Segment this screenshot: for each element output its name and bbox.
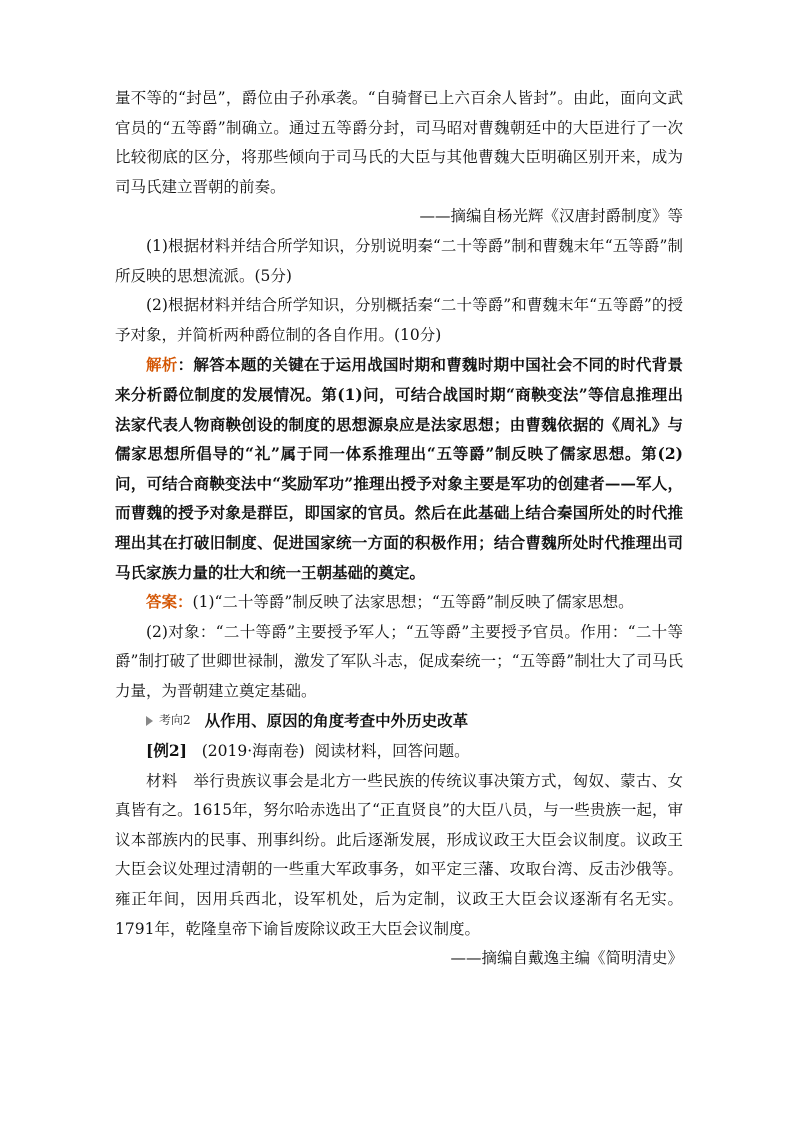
- analysis-text: 解答本题的关键在于运用战国时期和曹魏时期中国社会不同的时代背景来分析爵位制度的发展情况。第(1)问，可结合战国时期“商鞅变法”等信息推理出法家代表人物商鞅创设的制度的思想源泉应是法家思想；由曹魏依据的《周礼》与儒家思想所倡导的“礼”属于同一体系推理出“五等爵”制反映了儒家思想。第(2)问，可结合商鞅变法中“奖励军功”推理出授予对象主要是军功的创建者——军人，而曹魏的授予对象是群臣，即国家的官员。然后在此基础上结合秦国所处的时代推理出其在打破旧制度、促进国家统一方面的积极作用；结合曹魏所处时代推理出司马氏家族力量的壮大和统一王朝基础的奠定。: [115, 355, 683, 582]
- answer-paragraph-2: (2)对象：“二十等爵”主要授予军人；“五等爵”主要授予官员。作用：“二十等爵”制打破了世卿世禄制，激发了军队斗志，促成秦统一；“五等爵”制壮大了司马氏力量，为晋朝建立奠定基础。: [115, 622, 683, 700]
- material-paragraph: [115, 767, 683, 945]
- triangle-right-icon: [146, 716, 153, 726]
- material-source-citation: ——摘编自杨光辉《汉唐封爵制度》等: [419, 207, 683, 226]
- answer-label: 答案: [146, 592, 178, 612]
- analysis-colon: ：: [177, 355, 194, 375]
- answer-colon: ：: [177, 592, 193, 612]
- kaoxiang-tag-label: 考向2: [159, 713, 191, 728]
- example-source: (2019·海南卷): [201, 742, 305, 761]
- kaoxiang-tag: [146, 706, 191, 736]
- example-heading: [115, 736, 683, 767]
- kaoxiang-heading: [115, 706, 683, 736]
- analysis-paragraph: [115, 350, 683, 587]
- material-text: 举行贵族议事会是北方一些民族的传统议事决策方式，匈奴、蒙古、女真皆有之。1615年，努尔哈赤选出了“正直贤良”的大臣八员，与一些贵族一起，审议本部族内的民事、刑事纠纷。此后逐渐发展，形成议政王大臣会议制度。议政王大臣会议处理过清朝的一些重大军政事务，如平定三藩、攻取台湾、反击沙俄等。雍正年间，因用兵西北，设军机处，后为定制，议政王大臣会议逐渐有名无实。1791年，乾隆皇帝下谕旨废除议政王大臣会议制度。: [115, 771, 683, 938]
- answer-line-1: (1)“二十等爵”制反映了法家思想；“五等爵”制反映了儒家思想。: [192, 593, 634, 612]
- material-source-citation-2: ——摘编自戴逸主编《简明清史》: [450, 949, 683, 968]
- material-label: 材料: [146, 771, 178, 790]
- document-page: [115, 84, 683, 974]
- answer-paragraph-1: [115, 587, 683, 618]
- material-continuation: 量不等的“封邑”，爵位由子孙承袭。“自骑督已上六百余人皆封”。由此，面向文武官员的“五等爵”制确立。通过五等爵分封，司马昭对曹魏朝廷中的大臣进行了一次比较彻底的区分，将那些倾向于司马氏的大臣与其他曹魏大臣明确区别开来，成为司马氏建立晋朝的前奏。: [115, 89, 683, 196]
- example-instruction: 阅读材料，回答问题。: [314, 742, 470, 761]
- example-label: [例2]: [146, 741, 187, 761]
- question-2: (2)根据材料并结合所学知识，分别概括秦“二十等爵”和曹魏末年“五等爵”的授予对象，并简析两种爵位制的各自作用。(10分): [115, 296, 683, 344]
- analysis-label: 解析: [146, 355, 178, 375]
- question-1: (1)根据材料并结合所学知识，分别说明秦“二十等爵”制和曹魏末年“五等爵”制所反映的思想流派。(5分): [115, 236, 683, 285]
- kaoxiang-title: 从作用、原因的角度考查中外历史改革: [204, 711, 469, 731]
